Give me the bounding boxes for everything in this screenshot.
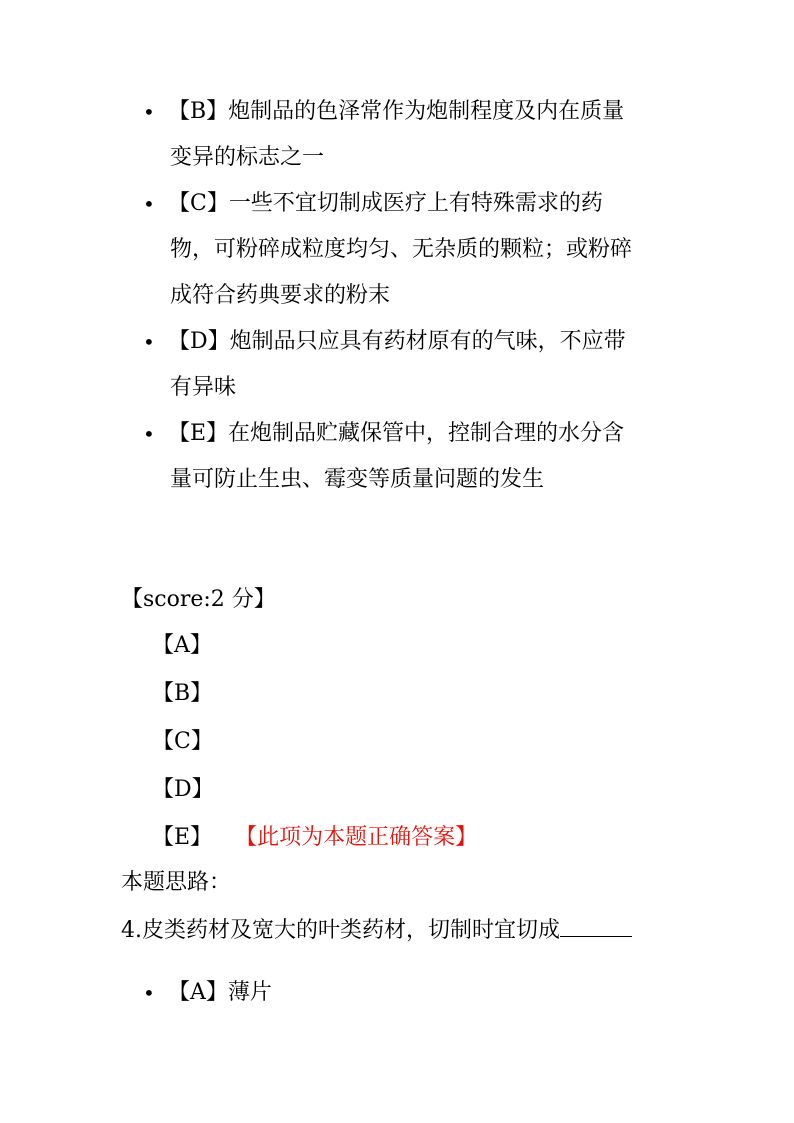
answer-c[interactable]	[152, 719, 477, 767]
option-e-line-2: 量可防止生虫、霉变等质量问题的发生	[170, 467, 545, 492]
option-c	[0, 181, 680, 319]
answer-e[interactable]	[152, 815, 477, 863]
bullet: •	[143, 981, 155, 1005]
answer-d-label: 【D】	[152, 777, 214, 802]
answer-d[interactable]	[152, 767, 477, 815]
option-e-line-1: 【E】在炮制品贮藏保管中，控制合理的水分含	[168, 421, 625, 446]
option-c-line-1: 【C】一些不宜切制成医疗上有特殊需求的药	[168, 191, 603, 216]
bullet: •	[143, 422, 155, 446]
option-b-line-2: 变异的标志之一	[170, 145, 325, 170]
answer-a[interactable]	[152, 623, 477, 671]
option-b-line-1: 【B】炮制品的色泽常作为炮制程度及内在质量	[168, 99, 625, 124]
previous-question-options	[0, 89, 794, 503]
answer-b-label: 【B】	[152, 681, 213, 706]
question-4-text: 4.皮类药材及宽大的叶类药材，切制时宜切成	[121, 918, 560, 943]
option-c-line-2: 物，可粉碎成粒度均匀、无杂质的颗粒；或粉碎	[170, 237, 633, 262]
analysis-label: 本题思路：	[121, 870, 232, 895]
correct-answer-marker: 【此项为本题正确答案】	[246, 825, 478, 850]
bullet: •	[143, 330, 155, 354]
question-4	[121, 906, 632, 954]
bullet: •	[143, 100, 155, 124]
option-b	[0, 89, 680, 181]
question-4-option-a-label: 【A】薄片	[168, 980, 272, 1005]
answer-a-label: 【A】	[152, 633, 212, 658]
answer-blank	[560, 906, 632, 937]
question-4-option-a[interactable]	[0, 970, 680, 1016]
bullet: •	[143, 192, 155, 216]
option-d-line-2: 有异味	[170, 375, 237, 400]
answer-list	[152, 623, 477, 863]
option-e	[0, 411, 680, 503]
answer-b[interactable]	[152, 671, 477, 719]
score-label: 【score:2 分】	[121, 587, 276, 612]
answer-e-label: 【E】	[152, 825, 213, 850]
option-c-line-3: 成符合药典要求的粉末	[170, 283, 391, 308]
question-4-options	[0, 970, 794, 1016]
option-d-line-1: 【D】炮制品只应具有药材原有的气味，不应带	[168, 329, 626, 354]
answer-c-label: 【C】	[152, 729, 213, 754]
option-d	[0, 319, 680, 411]
